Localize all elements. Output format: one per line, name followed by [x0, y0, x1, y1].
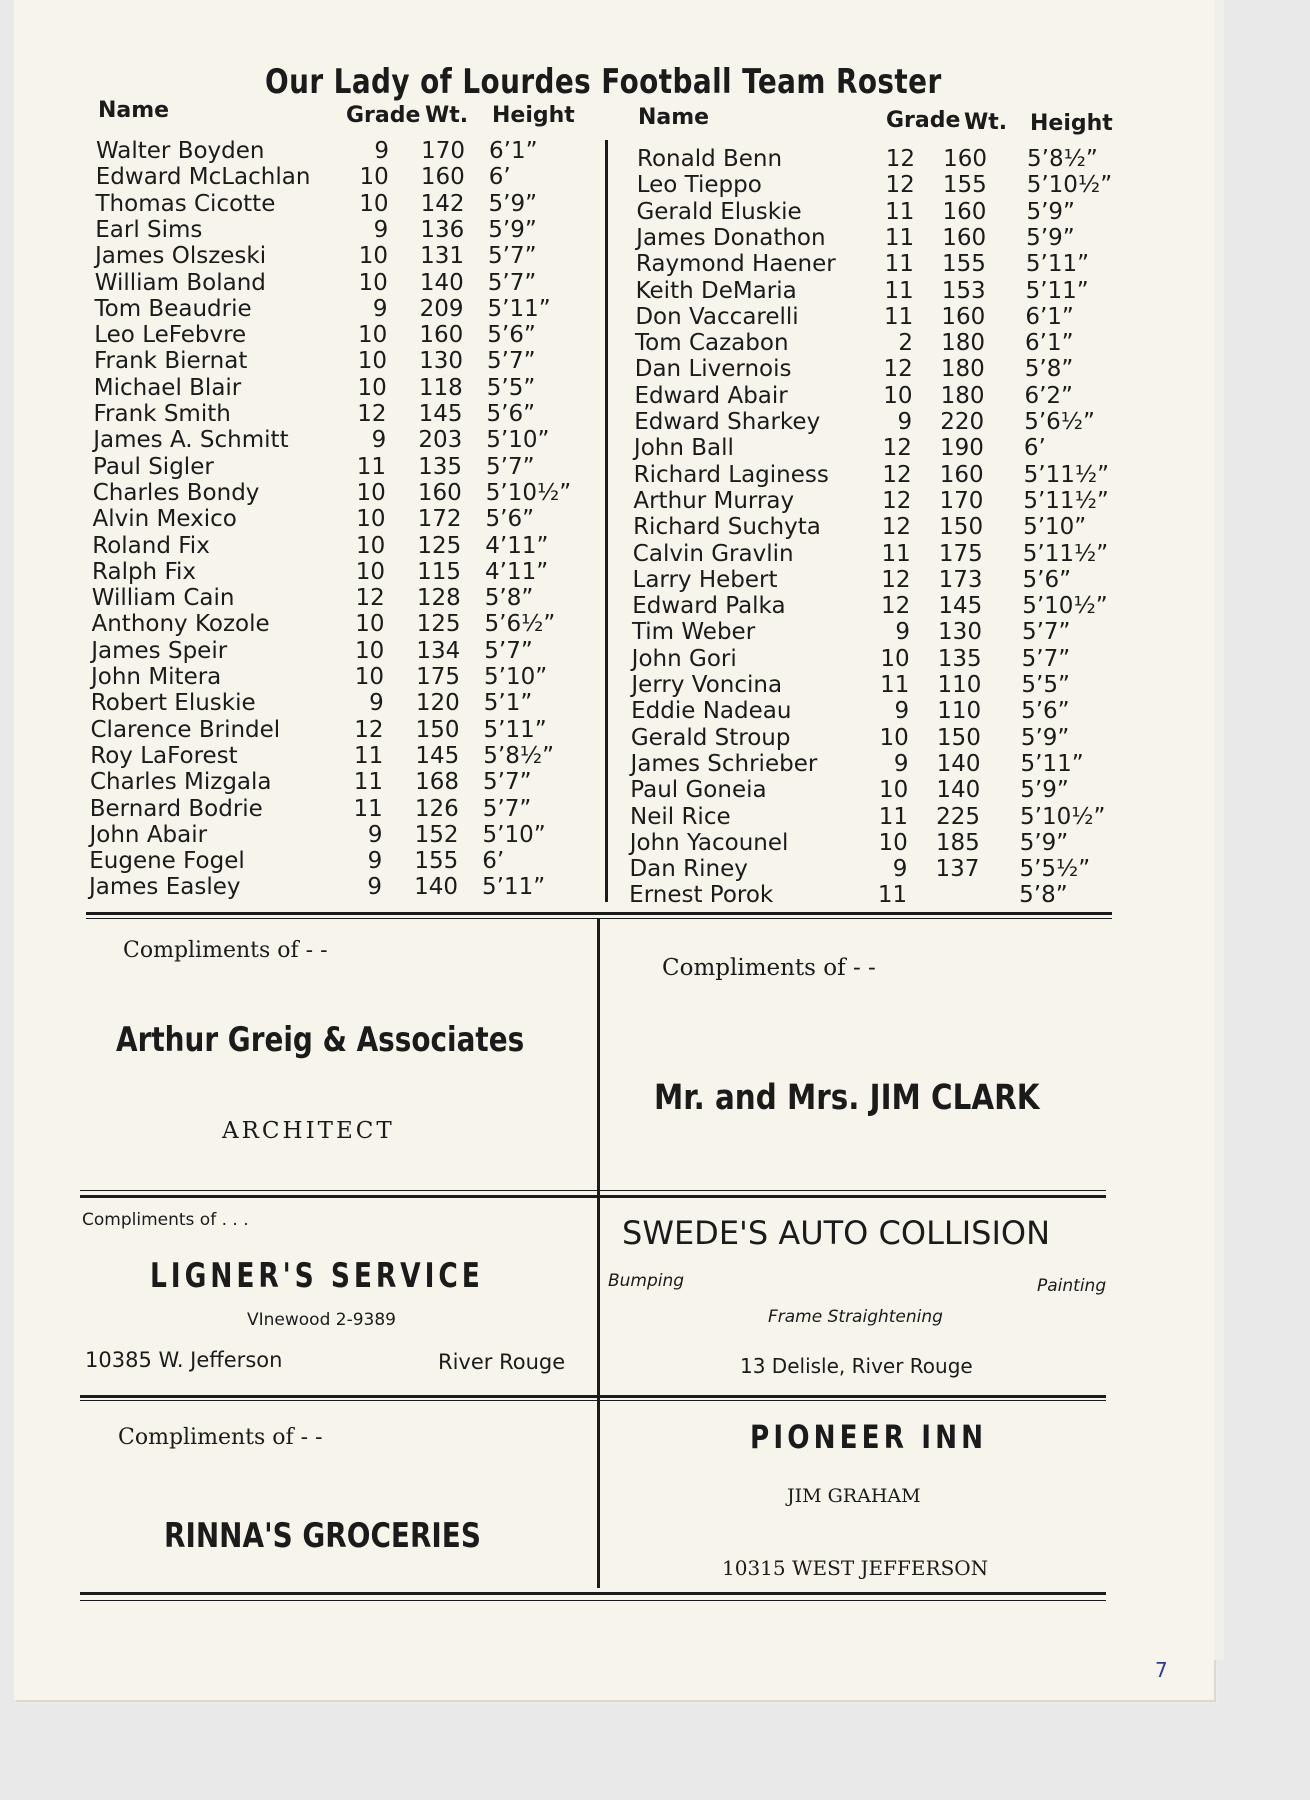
- player-weight: 125: [417, 532, 462, 559]
- player-name: Charles Mizgala: [90, 769, 272, 796]
- player-weight: 130: [938, 619, 982, 646]
- divider-rule: [80, 1195, 1106, 1198]
- player-grade: 9: [367, 821, 383, 848]
- player-weight: 160: [942, 224, 987, 251]
- player-weight: 118: [418, 374, 463, 401]
- player-height: 5’6½”: [1024, 409, 1095, 435]
- player-weight: 136: [420, 216, 465, 243]
- header-grade-left: Grade: [346, 103, 421, 128]
- player-grade: 10: [355, 611, 385, 638]
- player-grade: 10: [878, 829, 908, 856]
- player-grade: 10: [359, 164, 389, 191]
- ad-ligner-compliments: Compliments of . . .: [82, 1210, 249, 1230]
- player-name: James Schrieber: [630, 750, 818, 777]
- ad-swede-middle: Frame Straightening: [768, 1307, 943, 1327]
- page-edge: [1214, 0, 1224, 1660]
- player-name: Robert Eluskie: [90, 690, 256, 717]
- player-weight: 155: [941, 251, 986, 278]
- player-grade: 11: [881, 540, 911, 567]
- player-height: 5’11”: [482, 874, 546, 901]
- player-weight: 180: [941, 330, 986, 357]
- player-weight: 131: [420, 243, 464, 270]
- player-height: 5’8”: [1024, 356, 1074, 383]
- player-weight: 126: [414, 795, 459, 822]
- player-grade: 9: [893, 750, 909, 777]
- player-height: 5’9”: [1020, 777, 1069, 804]
- player-weight: 137: [935, 856, 980, 883]
- player-grade: 10: [880, 645, 910, 672]
- player-name: Roland Fix: [92, 532, 210, 559]
- player-grade: 9: [372, 295, 388, 322]
- header-name-right: Name: [638, 105, 710, 130]
- player-height: 5’10”: [482, 821, 546, 848]
- player-height: 5’6”: [1021, 698, 1070, 725]
- player-weight: 203: [418, 427, 463, 454]
- divider-rule: [80, 1400, 1106, 1401]
- player-weight: 180: [940, 382, 985, 409]
- player-weight: 134: [416, 637, 461, 664]
- player-weight: 160: [939, 461, 984, 488]
- player-grade: 9: [367, 874, 382, 901]
- player-grade: 10: [354, 637, 385, 664]
- player-grade: 12: [880, 593, 911, 620]
- player-height: 5’8½”: [1027, 146, 1098, 172]
- player-height: 6’1”: [1025, 330, 1074, 357]
- player-weight: 142: [420, 190, 465, 217]
- player-height: 5’5”: [1021, 672, 1070, 698]
- ads-divider: [597, 918, 600, 1588]
- player-weight: 155: [942, 172, 987, 199]
- player-height: 5’10½”: [1026, 172, 1113, 199]
- player-height: 5’11½”: [1022, 540, 1109, 567]
- player-height: 5’8”: [484, 585, 534, 612]
- player-name: Leo LeFebvre: [94, 322, 247, 349]
- player-grade: 11: [884, 277, 914, 304]
- player-weight: 135: [418, 453, 462, 480]
- player-grade: 12: [357, 401, 387, 427]
- player-height: 5’10”: [1023, 514, 1087, 541]
- player-weight: 145: [418, 401, 463, 427]
- player-weight: 120: [415, 690, 460, 717]
- player-weight: 115: [417, 558, 461, 585]
- player-height: 5’7”: [488, 243, 537, 270]
- player-grade: 11: [884, 224, 915, 251]
- player-height: 5’7”: [487, 269, 537, 296]
- player-name: Frank Biernat: [94, 348, 248, 375]
- player-weight: 150: [939, 514, 984, 541]
- header-grade-right: Grade: [886, 108, 961, 133]
- player-weight: 209: [419, 295, 464, 322]
- player-name: Edward Abair: [634, 382, 788, 409]
- player-height: 5’11½”: [1023, 487, 1109, 514]
- player-name: John Abair: [89, 821, 208, 848]
- player-height: 5’8½”: [483, 742, 555, 769]
- player-weight: 110: [937, 672, 982, 698]
- player-name: Neil Rice: [630, 803, 731, 830]
- player-height: 5’5”: [486, 374, 536, 401]
- ad-pioneer-owner: JIM GRAHAM: [787, 1485, 921, 1507]
- player-name: Anthony Kozole: [91, 611, 270, 638]
- player-name: Michael Blair: [93, 374, 242, 401]
- player-height: 5’7”: [483, 769, 532, 796]
- player-grade: 9: [367, 848, 383, 875]
- player-name: Calvin Gravlin: [632, 540, 794, 567]
- player-name: Alvin Mexico: [92, 506, 237, 533]
- ad-ligner-city: River Rouge: [438, 1350, 566, 1374]
- player-grade: 11: [880, 672, 910, 698]
- player-name: James Olszeski: [95, 243, 267, 270]
- player-grade: 10: [358, 269, 388, 296]
- player-weight: 225: [936, 803, 980, 830]
- player-grade: 10: [356, 479, 386, 506]
- player-name: William Boland: [94, 269, 266, 296]
- player-name: Eugene Fogel: [89, 848, 245, 875]
- player-name: James Speir: [91, 637, 228, 664]
- ad-clark-compliments: Compliments of - -: [662, 955, 876, 981]
- player-grade: 10: [358, 243, 388, 270]
- ad-rinna-compliments: Compliments of - -: [118, 1425, 323, 1450]
- player-name: Edward McLachlan: [95, 164, 311, 191]
- player-weight: 175: [416, 664, 460, 690]
- player-name: Don Vaccarelli: [635, 303, 799, 330]
- player-name: Walter Boyden: [96, 138, 265, 164]
- player-grade: 10: [355, 558, 385, 585]
- player-height: 5’6½”: [484, 611, 556, 638]
- player-weight: 130: [419, 348, 463, 375]
- player-height: 5’6”: [487, 322, 536, 349]
- player-height: 6’: [482, 848, 505, 875]
- player-height: 5’9”: [488, 190, 537, 217]
- player-grade: 11: [884, 251, 914, 278]
- player-weight: 160: [419, 322, 464, 349]
- player-grade: 10: [357, 322, 388, 349]
- player-name: Richard Suchyta: [633, 514, 821, 541]
- player-name: Ralph Fix: [92, 558, 197, 585]
- player-height: 5’7”: [484, 637, 533, 664]
- player-grade: 12: [882, 461, 912, 488]
- player-name: Leo Tieppo: [636, 172, 762, 199]
- roster-divider: [605, 140, 608, 902]
- player-grade: 10: [878, 777, 909, 804]
- player-height: 5’9”: [1020, 724, 1070, 751]
- player-weight: 160: [941, 303, 986, 330]
- player-weight: 140: [936, 750, 981, 777]
- player-height: 5’11”: [487, 295, 551, 322]
- player-grade: 11: [353, 769, 383, 796]
- player-height: 6’2”: [1024, 382, 1073, 409]
- ad-ligner-phone: VInewood 2-9389: [247, 1310, 396, 1330]
- player-grade: 11: [884, 303, 914, 330]
- page-title: Our Lady of Lourdes Football Team Roster: [265, 62, 942, 102]
- player-grade: 12: [354, 716, 384, 743]
- player-weight: 150: [415, 716, 460, 743]
- player-grade: 10: [883, 382, 913, 409]
- player-grade: 12: [885, 172, 915, 199]
- player-grade: 12: [882, 435, 912, 462]
- player-grade: 9: [895, 619, 910, 646]
- player-grade: 12: [881, 514, 912, 541]
- player-weight: 152: [414, 821, 459, 848]
- ad-greig-sub: ARCHITECT: [222, 1118, 395, 1144]
- player-name: William Cain: [91, 585, 235, 612]
- player-height: 6’1”: [1025, 303, 1074, 330]
- player-grade: 10: [355, 532, 386, 559]
- header-wt-right: Wt.: [964, 110, 1008, 135]
- player-height: 5’6”: [1022, 566, 1072, 593]
- player-height: 4’11”: [485, 532, 549, 559]
- player-name: Raymond Haener: [635, 251, 836, 278]
- player-weight: 172: [417, 506, 462, 533]
- player-name: Dan Livernois: [634, 356, 792, 383]
- player-height: 5’6”: [485, 506, 534, 533]
- player-grade: 9: [374, 138, 389, 164]
- player-weight: 180: [940, 356, 985, 383]
- player-grade: 12: [883, 356, 913, 383]
- header-height-right: Height: [1030, 111, 1113, 136]
- player-name: Tom Cazabon: [635, 330, 789, 357]
- player-weight: 145: [938, 593, 983, 620]
- player-name: Gerald Stroup: [630, 724, 791, 751]
- player-height: 5’11”: [483, 716, 547, 743]
- player-weight: 168: [415, 769, 459, 796]
- player-height: 5’9”: [1019, 829, 1069, 856]
- player-height: 6’: [1023, 435, 1046, 462]
- player-weight: 140: [936, 777, 981, 804]
- player-height: 5’9”: [1026, 198, 1075, 225]
- player-grade: 11: [353, 795, 383, 822]
- player-name: Clarence Brindel: [90, 716, 281, 743]
- player-height: 6’1”: [489, 138, 538, 164]
- player-grade: 9: [897, 409, 913, 435]
- player-weight: 135: [937, 645, 982, 672]
- player-weight: 160: [942, 198, 987, 225]
- player-name: Jerry Voncina: [631, 672, 783, 698]
- player-name: Eddie Nadeau: [631, 698, 792, 725]
- player-height: 5’7”: [1021, 645, 1071, 672]
- player-weight: 150: [936, 724, 981, 751]
- player-grade: 10: [357, 348, 387, 375]
- ad-pioneer-address: 10315 WEST JEFFERSON: [722, 1556, 989, 1580]
- player-weight: 170: [939, 487, 984, 514]
- player-weight: 185: [935, 829, 980, 856]
- ad-rinna-name: RINNA'S GROCERIES: [164, 1516, 481, 1556]
- player-weight: 220: [940, 409, 985, 435]
- player-height: 5’11”: [1020, 750, 1084, 777]
- player-grade: 9: [371, 427, 387, 454]
- player-grade: 10: [357, 374, 387, 401]
- player-weight: 160: [417, 479, 462, 506]
- player-name: Frank Smith: [93, 401, 231, 427]
- ad-greig-compliments: Compliments of - -: [123, 938, 328, 963]
- player-name: Gerald Eluskie: [636, 198, 802, 225]
- player-grade: 11: [878, 803, 908, 830]
- player-weight: 160: [943, 146, 987, 172]
- player-weight: 173: [938, 566, 983, 593]
- player-weight: 125: [416, 611, 461, 638]
- divider-rule: [86, 912, 1112, 915]
- player-name: James Donathon: [636, 224, 826, 251]
- player-name: Edward Palka: [632, 593, 786, 620]
- player-name: Larry Hebert: [632, 566, 778, 593]
- player-weight: 175: [938, 540, 983, 567]
- player-grade: 12: [882, 487, 912, 514]
- player-weight: 110: [937, 698, 982, 725]
- divider-rule: [80, 1190, 1106, 1191]
- header-height-left: Height: [492, 103, 575, 128]
- player-name: Arthur Murray: [633, 487, 795, 514]
- ad-ligner-address: 10385 W. Jefferson: [85, 1348, 283, 1372]
- player-height: 5’8”: [1019, 882, 1068, 909]
- player-weight: 190: [940, 435, 984, 462]
- player-height: 5’10”: [486, 427, 550, 454]
- player-grade: 9: [373, 216, 389, 243]
- player-name: John Mitera: [91, 664, 222, 690]
- player-weight: 155: [414, 848, 459, 875]
- player-grade: 10: [359, 190, 389, 217]
- ad-greig-name: Arthur Greig & Associates: [116, 1020, 525, 1060]
- player-height: 5’9”: [1026, 224, 1075, 251]
- player-height: 5’11½”: [1023, 461, 1110, 488]
- player-height: 5’11”: [1025, 251, 1090, 278]
- player-name: Ronald Benn: [637, 146, 783, 172]
- player-height: 5’7”: [487, 348, 536, 375]
- player-name: Keith DeMaria: [635, 277, 797, 304]
- player-height: 5’6”: [486, 401, 535, 427]
- player-name: Tim Weber: [631, 619, 756, 646]
- player-grade: 10: [354, 664, 384, 690]
- player-name: Bernard Bodrie: [89, 795, 263, 822]
- player-height: 5’7”: [486, 453, 535, 480]
- player-grade: 2: [898, 330, 914, 357]
- player-weight: 140: [419, 269, 464, 296]
- divider-rule: [80, 1395, 1106, 1398]
- player-height: 5’1”: [483, 690, 533, 717]
- player-height: 5’10½”: [1020, 803, 1106, 830]
- page-number: 7: [1155, 1658, 1168, 1682]
- player-grade: 11: [877, 882, 908, 909]
- player-grade: 11: [885, 198, 915, 225]
- player-name: James A. Schmitt: [93, 427, 289, 454]
- ad-pioneer-name: PIONEER INN: [750, 1418, 988, 1456]
- player-height: 5’11”: [1025, 277, 1089, 304]
- player-name: John Yacounel: [629, 829, 789, 856]
- header-name-left: Name: [98, 98, 170, 123]
- player-weight: 160: [420, 164, 465, 191]
- player-grade: 10: [356, 506, 386, 533]
- player-name: Richard Laginess: [633, 461, 829, 488]
- player-name: Earl Sims: [95, 216, 203, 243]
- player-name: Tom Beaudrie: [94, 295, 252, 322]
- player-weight: 153: [941, 277, 986, 304]
- player-name: Paul Sigler: [93, 453, 214, 480]
- player-weight: 145: [415, 742, 460, 769]
- player-name: John Ball: [633, 435, 734, 462]
- player-height: 5’10”: [484, 664, 548, 690]
- player-grade: 12: [881, 566, 911, 593]
- player-height: 5’10½”: [485, 479, 572, 506]
- player-weight: 170: [421, 138, 465, 164]
- player-height: 5’5½”: [1019, 856, 1091, 883]
- player-name: James Easley: [89, 874, 241, 901]
- player-name: Edward Sharkey: [634, 409, 821, 435]
- ad-clark-name: Mr. and Mrs. JIM CLARK: [654, 1078, 1040, 1118]
- player-height: 5’7”: [1021, 619, 1071, 646]
- player-name: Roy LaForest: [90, 742, 238, 769]
- player-name: John Gori: [631, 645, 737, 672]
- ad-swede-address: 13 Delisle, River Rouge: [740, 1354, 973, 1378]
- player-height: 5’7”: [482, 795, 532, 822]
- player-name: Thomas Cicotte: [95, 190, 276, 217]
- player-height: 5’9”: [488, 216, 537, 243]
- player-grade: 9: [892, 856, 908, 883]
- divider-rule: [80, 1592, 1106, 1595]
- player-grade: 10: [879, 724, 909, 751]
- ad-swede-name: SWEDE'S AUTO COLLISION: [622, 1214, 1051, 1252]
- player-name: Ernest Porok: [629, 882, 774, 909]
- player-grade: 11: [353, 742, 384, 769]
- player-grade: 12: [355, 585, 385, 612]
- player-name: Paul Goneia: [630, 777, 767, 804]
- player-grade: 9: [894, 698, 910, 725]
- ad-swede-left: Bumping: [608, 1271, 685, 1291]
- player-name: Dan Riney: [629, 856, 748, 883]
- player-grade: 9: [369, 690, 384, 717]
- player-height: 6’: [488, 164, 511, 191]
- player-height: 4’11”: [485, 558, 549, 585]
- player-height: 5’10½”: [1022, 593, 1108, 620]
- player-grade: 11: [356, 453, 386, 480]
- player-name: Charles Bondy: [92, 479, 260, 506]
- player-grade: 12: [885, 146, 915, 172]
- player-weight: 128: [416, 585, 461, 612]
- header-wt-left: Wt.: [425, 103, 469, 128]
- divider-rule: [80, 1600, 1106, 1601]
- ad-ligner-name: LIGNER'S SERVICE: [150, 1256, 484, 1296]
- player-weight: 140: [414, 874, 458, 901]
- ad-swede-right: Painting: [1037, 1276, 1107, 1296]
